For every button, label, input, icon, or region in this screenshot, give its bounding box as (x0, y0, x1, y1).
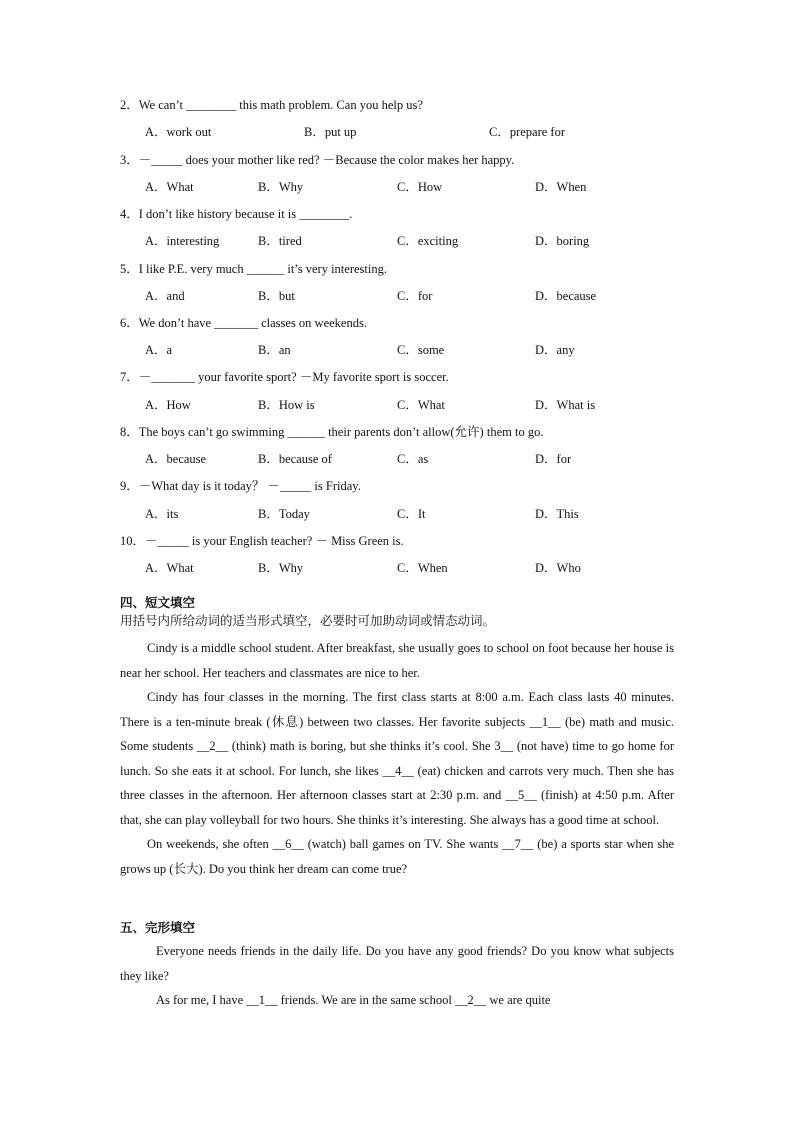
question-3-option-c: C．How (397, 180, 443, 194)
question-9-option-b: B．Today (258, 507, 310, 521)
section-4-paragraph-1: Cindy is a middle school student. After breakfast, she usually goes to school on foot because her house is near her school. Her teachers and classmates are nice to her. (120, 641, 674, 680)
question-2-option-b: B．put up (304, 125, 357, 139)
question-5-option-c: C．for (397, 289, 433, 303)
question-6-stem: 6．We don’t have _______ classes on weekends. (120, 316, 367, 330)
question-6-option-a: A．a (145, 343, 173, 357)
question-4-stem: 4．I don’t like history because it is ________. (120, 207, 353, 221)
question-8-option-b: B．because of (258, 452, 332, 466)
question-6-option-d: D．any (535, 343, 575, 357)
question-4-option-a: A．interesting (145, 234, 220, 248)
question-9-option-d: D．This (535, 507, 579, 521)
question-6-option-c: C．some (397, 343, 445, 357)
section-5-heading: 五、完形填空 (120, 920, 196, 935)
question-10-option-d: D．Who (535, 561, 581, 575)
question-6-option-b: B．an (258, 343, 291, 357)
question-8-stem: 8．The boys can’t go swimming ______ their parents don’t allow(允许) them to go. (120, 425, 544, 439)
question-2-option-c: C．prepare for (489, 125, 566, 139)
section-5-passage (120, 939, 674, 1013)
question-7-option-c: C．What (397, 398, 445, 412)
question-8-option-c: C．as (397, 452, 429, 466)
question-7-stem: 7．－_______ your favorite sport? －My favorite sport is soccer. (120, 370, 449, 384)
question-3-stem: 3．－_____ does your mother like red? －Because the color makes her happy. (120, 153, 515, 167)
question-5-stem: 5．I like P.E. very much ______ it’s very interesting. (120, 262, 387, 276)
question-10-option-c: C．When (397, 561, 448, 575)
section-4-passage (120, 636, 674, 881)
question-9-option-c: C．It (397, 507, 426, 521)
question-2-option-a: A．work out (145, 125, 212, 139)
question-2-stem: 2．We can’t ________ this math problem. Can you help us? (120, 98, 423, 112)
question-5-option-b: B．but (258, 289, 295, 303)
question-5-option-a: A．and (145, 289, 185, 303)
question-3-option-d: D．When (535, 180, 587, 194)
question-7-option-b: B．How is (258, 398, 315, 412)
question-4-option-c: C．exciting (397, 234, 459, 248)
question-7-option-d: D．What is (535, 398, 596, 412)
question-3-option-b: B．Why (258, 180, 304, 194)
question-8-option-d: D．for (535, 452, 572, 466)
question-4-option-d: D．boring (535, 234, 590, 248)
question-5-option-d: D．because (535, 289, 597, 303)
section-4-instruction: 用括号内所给动词的适当形式填空，必要时可加助动词或情态动词。 (120, 613, 496, 628)
question-10-option-a: A．What (145, 561, 194, 575)
question-4-option-b: B．tired (258, 234, 302, 248)
question-3-option-a: A．What (145, 180, 194, 194)
section-4-paragraph-2: Cindy has four classes in the morning. The first class starts at 8:00 a.m. Each class lasts 40 minutes. There is a ten-minute break (休息) between two classes. Her favorite subjects __1__ (be) math and music. Some students __2__ (think) math is boring, but she thinks it’s cool. She 3__ (not have) time to go home for lunch. So she eats it at school. For lunch, she likes __4__ (eat) chicken and carrots very much. Then she has three classes in the afternoon. Her afternoon classes start at 2:30 p.m. and __5__ (finish) at 4:50 p.m. After that, she can play volleyball for two hours. She thinks it’s interesting. She always has a good time at school. (120, 690, 674, 827)
question-9-option-a: A．its (145, 507, 179, 521)
section-5-paragraph-2: As for me, I have __1__ friends. We are in the same school __2__ we are quite (156, 993, 551, 1007)
question-10-stem: 10．－_____ is your English teacher? － Miss Green is. (120, 534, 404, 548)
question-8-option-a: A．because (145, 452, 207, 466)
section-5-paragraph-1: Everyone needs friends in the daily life. Do you have any good friends? Do you know what subjects they like? (120, 944, 674, 983)
question-9-stem: 9．－What day is it today？ －_____ is Friday. (120, 479, 361, 493)
question-10-option-b: B．Why (258, 561, 304, 575)
section-4-heading: 四、短文填空 (120, 595, 196, 610)
question-7-option-a: A．How (145, 398, 191, 412)
section-4-paragraph-3: On weekends, she often __6__ (watch) ball games on TV. She wants __7__ (be) a sports star when she grows up (长大). Do you think her dream can come true? (120, 837, 674, 876)
